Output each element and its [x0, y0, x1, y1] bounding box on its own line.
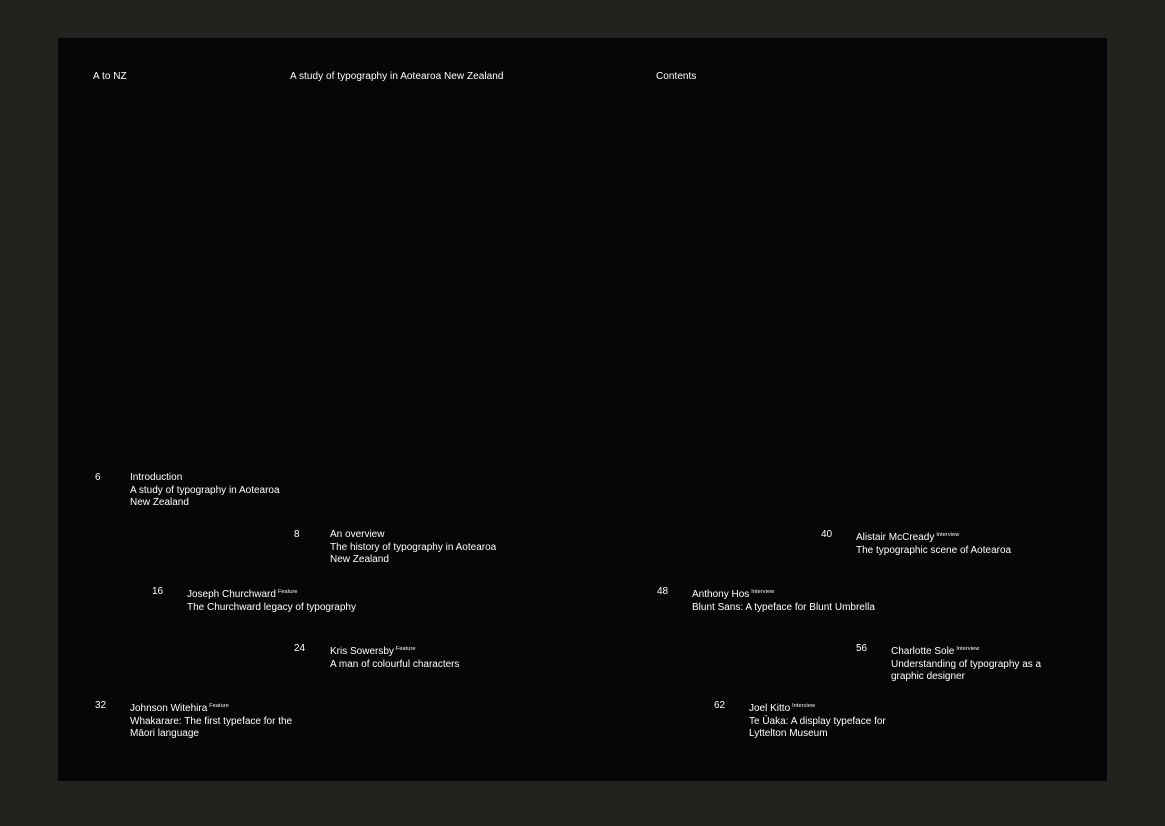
page-number: 8 [294, 529, 300, 540]
entry-title-text: Joel Kitto [749, 703, 791, 714]
header-contents-label: Contents [656, 71, 697, 82]
page-number: 6 [95, 472, 101, 483]
entry-description-line: Māori language [130, 728, 199, 739]
entry-type-tag: Feature [209, 703, 229, 709]
entry-title [749, 700, 886, 716]
header-subtitle: A study of typography in Aotearoa New Zealand [290, 71, 504, 82]
entry-description-line: The Churchward legacy of typography [187, 601, 356, 613]
entry-title-text: Alistair McCready [856, 532, 935, 543]
entry-body [187, 586, 356, 614]
entry-body [130, 472, 280, 510]
page-number: 32 [95, 700, 107, 711]
entry-description-line: Whakarare: The first typeface for the [130, 715, 293, 727]
entry-description-line: New Zealand [130, 497, 189, 508]
entry-description-line: Blunt Sans: A typeface for Blunt Umbrella [692, 601, 875, 613]
entry-title-text: Anthony Hos [692, 589, 750, 600]
entry-title: An overview [330, 529, 385, 540]
entry-title: Introduction [130, 472, 183, 483]
entry-title-text: Joseph Churchward [187, 589, 276, 600]
entry-title [856, 529, 1011, 545]
entry-type-tag: Feature [395, 646, 416, 652]
entry-title-text: Johnson Witehira [130, 703, 208, 714]
entry-description-line: Te Ūaka: A display typeface for [749, 715, 886, 727]
page-number: 56 [856, 643, 868, 654]
entry-type-tag: Interview [956, 646, 980, 652]
header-publication-name: A to NZ [93, 71, 127, 82]
page-number: 16 [152, 586, 164, 597]
entry-type-tag: Interview [792, 703, 816, 709]
entry-body [130, 700, 292, 741]
page-number: 48 [657, 586, 669, 597]
entry-description-line: New Zealand [330, 554, 389, 565]
entry-body [856, 529, 1011, 557]
entry-body [749, 700, 886, 741]
entry-type-tag: Feature [277, 589, 298, 595]
entry-title-text: Charlotte Sole [891, 646, 955, 657]
entry-description-line: The history of typography in Aotearoa [330, 541, 497, 553]
entry-title [692, 586, 875, 602]
entry-description-line: The typographic scene of Aotearoa [856, 544, 1012, 556]
page-number: 40 [821, 529, 833, 540]
entry-type-tag: Interview [936, 532, 960, 538]
entry-title [187, 586, 356, 602]
entry-description-line: Lyttelton Museum [749, 728, 828, 739]
entry-type-tag: Interview [751, 589, 775, 595]
entry-body [692, 586, 875, 614]
entry-description-line: graphic designer [891, 671, 965, 682]
entry-title-text: Kris Sowersby [330, 646, 394, 657]
page-number: 24 [294, 643, 306, 654]
magazine-spread [58, 38, 1107, 781]
entry-title [130, 700, 292, 716]
page-number: 62 [714, 700, 726, 711]
entry-body [330, 643, 460, 671]
entry-description-line: A man of colourful characters [330, 658, 460, 670]
entry-title [891, 643, 1041, 659]
entry-description-line: Understanding of typography as a [891, 658, 1042, 670]
entry-title [330, 643, 460, 659]
entry-description-line: A study of typography in Aotearoa [130, 484, 280, 496]
entry-body [891, 643, 1041, 684]
entry-body [330, 529, 496, 567]
